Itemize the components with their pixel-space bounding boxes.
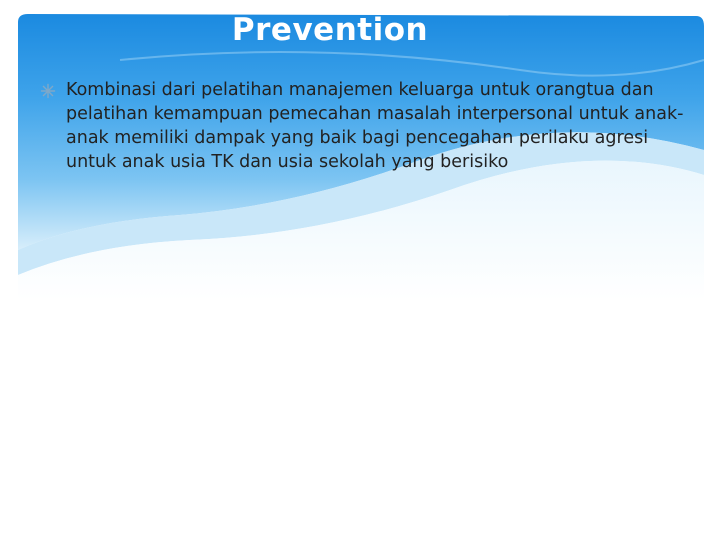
bullet-text: Kombinasi dari pelatihan manajemen keluarga untuk orangtua dan pelatihan kemampuan pemecahan masalah interpersonal untuk anak-anak memiliki dampak yang baik bagi pencegahan perilaku agresi untuk anak usia TK dan usia sekolah yang berisiko <box>66 80 684 172</box>
bullet-item <box>40 78 700 174</box>
slide-content <box>40 78 700 174</box>
asterisk-icon <box>40 83 56 99</box>
slide-title: Prevention <box>231 12 429 48</box>
